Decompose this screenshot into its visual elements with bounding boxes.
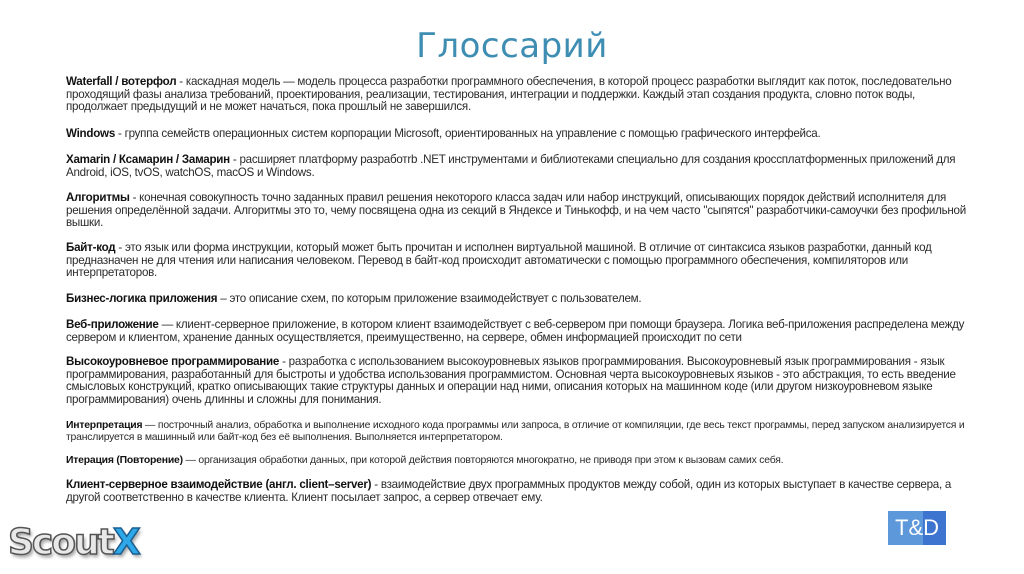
entry-term: Веб-приложение [66,318,159,331]
entry-term: Windows [66,127,116,140]
glossary-entry [66,76,966,114]
entry-text: - группа семейств операционных систем корпорации Microsoft, ориентированных на управление с помощью графического интерфейса. [115,127,821,140]
entry-term: Waterfall / вотерфол [66,75,177,88]
entry-text: - разработка с использованием высокоуровневых языков программирования. Высокоуровневый язык программирования - язык программирования, разработанный для быстроты и удобства использования программистом. Основная черта высокоуровневых языков - это абстракция, то есть введение смысловых конструкций, кратко описывающих такие структуры данных и операции над ними, описания которых на машинном коде (или другом низкоуровневом языке программирования) очень длинны и сложны для понимания. [66,355,956,406]
glossary-entry [66,319,966,344]
entry-text: - каскадная модель — модель процесса разработки программного обеспечения, в которой процесс разработки выглядит как поток, последовательно проходящий фазы анализа требований, проектирования, реализации, тестирования, интеграции и поддержки. Каждый этап создания продукта, словно поток воды, продолжает предыдущий и не может начаться, пока прошлый не завершился. [66,75,952,114]
entry-text: — клиент-серверное приложение, в котором клиент взаимодействует с веб-сервером при помощи браузера. Логика веб-приложения распределена между сервером и клиентом, хранение данных осуществляется, преимущественно, на сервере, обмен информацией происходит по сети [66,318,965,344]
entry-text: – это описание схем, по которым приложение взаимодействует с пользователем. [217,292,642,305]
entry-term: Высокоуровневое программирование [66,355,280,368]
slide-title: Глоссарий [416,26,608,66]
glossary-entry [66,154,966,179]
entry-term: Клиент-серверное взаимодействие (англ. client–server) [66,478,372,491]
glossary-entry [66,479,966,504]
entry-text: — организация обработки данных, при которой действия повторяются многократно, не приводя при этом к вызовам самих себя. [182,455,784,466]
entry-term: Байт-код [66,241,116,254]
entry-term: Итерация (Повторение) [66,455,183,466]
glossary-entry [66,128,966,141]
entry-text: - взаимодействие двух программных продуктов между собой, один из которых выступает в качестве сервера, а другой соответственно в качестве клиента. Клиент посылает запрос, а сервер отвечает ему. [66,478,952,504]
entry-term: Xamarin / Ксамарин / Замарин [66,153,230,166]
glossary-entry [66,242,966,280]
td-logo: T&D [888,511,946,545]
entry-text: — построчный анализ, обработка и выполнение исходного кода программы или запроса, в отличие от компиляции, где весь текст программы, перед запуском анализируется и транслируется в машинный или байт-код без её выполнения. Выполняется интерпретатором. [66,420,965,443]
scoutx-logo: ScoutX [8,522,139,563]
glossary-entry [66,420,966,444]
glossary-entry [66,293,966,306]
glossary-entry [66,455,966,467]
glossary-entry [66,192,966,230]
entry-term: Интерпретация [66,420,143,431]
glossary-entry [66,356,966,406]
entry-term: Алгоритмы [66,191,130,204]
entry-text: - расширяет платформу разработrb .NET инструментами и библиотеками специально для создания кроссплатформенных приложений для Android, iOS, tvOS, watchOS, macOS и Windows. [66,153,956,179]
entry-text: - конечная совокупность точно заданных правил решения некоторого класса задач или набор инструкций, описывающих порядок действий исполнителя для решения определённой задачи. Алгоритмы это то, чему посвящена одна из секций в Яндексе и Тинькофф, и на чем часто "сыпятся" разработчики-самоучки без профильной вышки. [66,191,966,230]
entry-term: Бизнес-логика приложения [66,292,218,305]
entry-text: - это язык или форма инструкции, который может быть прочитан и исполнен виртуальной машиной. В отличие от синтаксиса языков разработки, данный код предназначен не для чтения или написания человеком. Перевод в байт-код происходит автоматически с помощью программного обеспечения, компиляторов или интерпретаторов. [66,241,932,280]
